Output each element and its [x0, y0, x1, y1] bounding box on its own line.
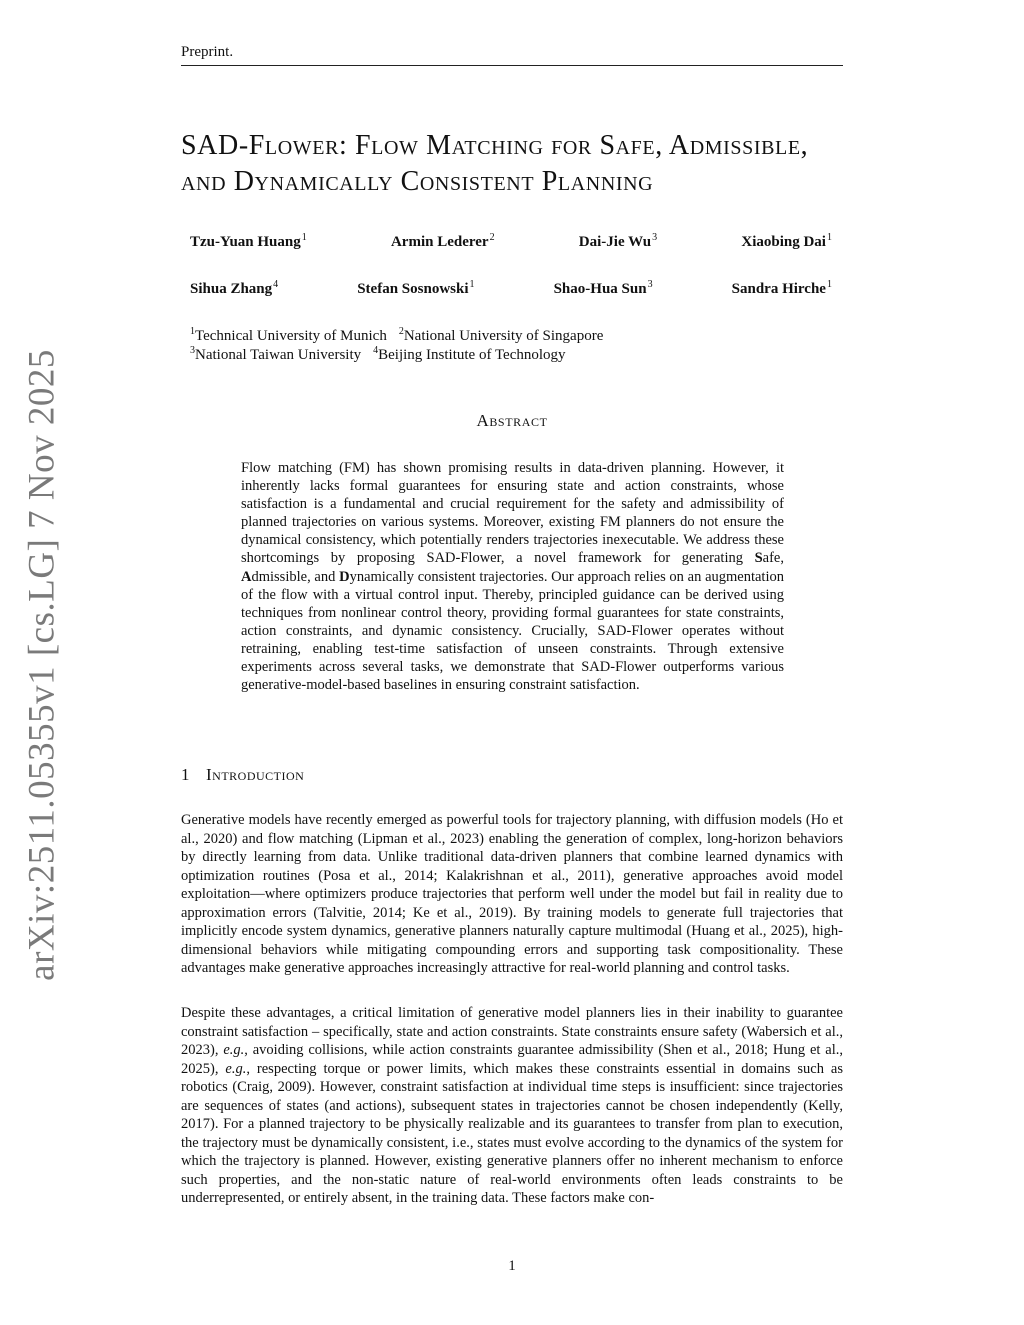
affiliation-row: $^3$National Taiwan University $^4$Beijing Institute of Technology	[190, 345, 566, 363]
author: Stefan Sosnowski$^1$	[357, 279, 475, 297]
affiliation: Beijing Institute of Technology	[378, 347, 566, 363]
author: Shao-Hua Sun$^3$	[553, 279, 653, 297]
author: Sandra Hirche$^1$	[731, 279, 832, 297]
paper-title: SAD-Flower: Flow Matching for Safe, Admissible, and Dynamically Consistent Planning	[181, 130, 809, 197]
running-header: Preprint.	[181, 44, 234, 60]
page-number: 1	[508, 1258, 516, 1274]
body-paragraph: Generative models have recently emerged as powerful tools for trajectory planning, with diffusion models (Ho et al., 2020) and flow matching (Lipman et al., 2023) enabling the generation of complex, long-horizon behaviors by directly learning from data. Unlike traditional data-driven planners that combine learned dynamics with optimization routines (Posa et al., 2014; Kalakrishnan et al., 2011), generative approaches avoid model exploitation—where optimizers produce trajectories that perform well under the model but fail in reality due to approximation errors (Talvitie, 2014; Ke et al., 2019). By training models to generate full trajectories that implicitly encode system dynamics, generative planners naturally capture multimodal (Huang et al., 2025), high-dimensional behaviors while mitigating compounding errors and supporting task compositionality. These advantages make generative approaches increasingly attractive for real-world planning and control tasks.	[181, 812, 843, 976]
header-rule	[181, 65, 843, 66]
author-row	[190, 279, 832, 298]
section-title: Introduction	[206, 765, 305, 784]
author-row	[190, 232, 832, 251]
affiliation: Technical University of Munich	[195, 328, 387, 344]
author: Sihua Zhang$^4$	[190, 279, 279, 297]
author: Tzu-Yuan Huang$^1$	[190, 232, 307, 250]
body-paragraph: Despite these advantages, a critical limitation of generative model planners lies in their inability to guarantee constraint satisfaction – specifically, state and action constraints. State constraints ensure safety (Wabersich et al., 2023), e.g., avoiding collisions, while action constraints guarantee admissibility (Shen et al., 2018; Hung et al., 2025), e.g., respecting torque or power limits, which makes these constraints essential in domains such as robotics (Craig, 2009). However, constraint satisfaction at individual time steps is insufficient: since trajectories are sequences of states (and actions), subsequent states in trajectories cannot be chosen independently (Kelly, 2017). For a planned trajectory to be physically realizable and its guarantees to transfer from plan to execution, the trajectory must be dynamically consistent, i.e., states must evolve according to the dynamics of the system for which the trajectory is planned. However, existing generative planners offer no inherent mechanism to enforce such properties, and the non-static nature of real-world environments often leads constraints to be underrepresented, or entirely absent, in the training data. These factors make con-	[181, 1005, 843, 1206]
author: Dai-Jie Wu$^3$	[578, 232, 658, 250]
abstract-heading: Abstract	[476, 411, 548, 430]
affiliation-row: $^1$Technical University of Munich $^2$National University of Singapore	[190, 326, 604, 344]
author: Xiaobing Dai$^1$	[741, 232, 832, 250]
affiliation: National Taiwan University	[195, 347, 362, 363]
affiliation: National University of Singapore	[403, 328, 604, 344]
abstract-text: Flow matching (FM) has shown promising results in data-driven planning. However, it inherently lacks formal guarantees for ensuring state and action constraints, whose satisfaction is a fundamental and crucial requirement for the safety and admissibility of planned trajectories on various systems. Moreover, existing FM planners do not ensure the dynamical consistency, which potentially renders trajectories inexecutable. We address these shortcomings by proposing SAD-Flower, a novel framework for generating Safe, Admissible, and Dynamically consistent trajectories. Our approach relies on an augmentation of the flow with a virtual control input. Thereby, principled guidance can be derived using techniques from nonlinear control theory, providing formal guarantees for state constraints, action constraints, and dynamic consistency. Crucially, SAD-Flower operates without retraining, enabling test-time satisfaction of unseen constraints. Through extensive experiments across several tasks, we demonstrate that SAD-Flower outperforms various generative-model-based baselines in ensuring constraint satisfaction.	[241, 460, 784, 694]
section-heading	[181, 765, 304, 785]
arxiv-identifier-stamp: arXiv:2511.05355v1 [cs.LG] 7 Nov 2025	[21, 349, 63, 981]
section-number: 1	[181, 765, 190, 784]
author: Armin Lederer$^2$	[390, 232, 495, 250]
